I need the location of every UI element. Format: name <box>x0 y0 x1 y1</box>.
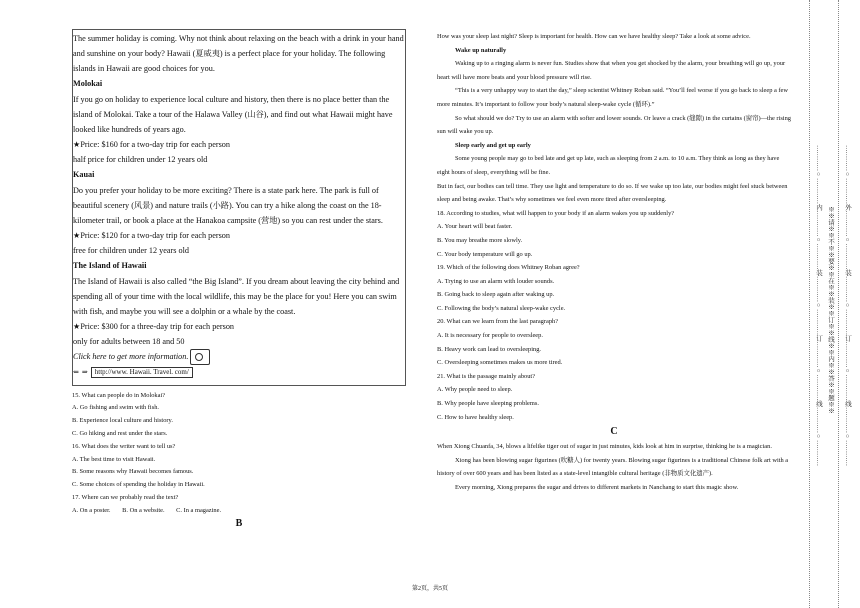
passage-b-intro: How was your sleep last night? Sleep is important for health. How can we have healthy sleep? Take a look at some advice. <box>437 33 751 40</box>
island-desc: The Island of Hawaii is also called “the Big Island”. If you dream about leaving the city behind and spending all of your time with the local wildlife, this may be the place for you! Here you can swim with fish, and maybe you will see a dolphin or a whale by the coast. <box>73 276 400 316</box>
option: B. Heavy work can lead to oversleeping. <box>437 345 541 353</box>
left-column <box>72 29 406 530</box>
subheading: Sleep early and get up early <box>455 141 531 149</box>
island-extra: free for children under 12 years old <box>73 246 189 256</box>
binding-line <box>809 0 810 608</box>
paragraph: But in fact, our bodies can tell time. They use light and temperature to do so. If we wake up too late, our bodies might feel stuck between sleep and being awake. That’s why sometimes we feel even more tired after oversleeping. <box>437 182 788 204</box>
back-arrow-icon[interactable]: ⇐ <box>73 368 79 377</box>
option: B. Why people have sleeping problems. <box>437 400 539 408</box>
magnifier-icon <box>190 349 210 365</box>
section-b-label: B <box>235 517 243 529</box>
section-c-label: C <box>610 426 618 438</box>
option-row <box>72 505 406 518</box>
option: C. How to have healthy sleep. <box>437 413 514 421</box>
option: B. You may breathe more slowly. <box>437 236 523 244</box>
binding-line <box>838 0 839 608</box>
passage-a-intro: The summer holiday is coming. Why not think about relaxing on the beach with a drink in your hand and sunshine on your body? Hawaii (夏威夷) is a perfect place for your holiday. The following islands in Hawaii are good choices for you. <box>73 34 404 74</box>
question-text: 21. What is the passage mainly about? <box>437 372 536 380</box>
option: A. It is necessary for people to oversleep. <box>437 332 543 340</box>
option: A. Go fishing and swim with fish. <box>72 404 159 412</box>
option: A. The best time to visit Hawaii. <box>72 455 156 463</box>
binding-notice: ※※请※※不※※要※※在※※装※※订※※线※※内※※答※※题※※ <box>827 206 834 414</box>
question-text: 19. Which of the following does Whitney Roban agree? <box>437 264 580 272</box>
paragraph: Waking up to a ringing alarm is never fun. Studies show that when you get shocked by the alarm, your breathing will go up, your heart will have more beats and your blood pressure will rise. <box>437 60 786 81</box>
question-text: 15. What can people do in Molokai? <box>72 391 166 399</box>
passage-a-box <box>72 29 406 386</box>
question-text: 18. According to studies, what will happen to your body if an alarm wakes you up suddenly? <box>437 209 675 217</box>
island-price: ★ Price: $300 for a three-day trip for each person <box>73 319 405 334</box>
paragraph: Xiong has been blowing sugar figurines (吹糖人) for twenty years. Blowing sugar figurines is a traditional Chinese folk art with a history of over 600 years and has been listed as a state-level intangible cultural heritage (非物质文化遗产). <box>437 456 789 478</box>
question-text: 17. Where can we probably read the text? <box>72 493 179 501</box>
option: C. Following the body’s natural sleep-wake cycle. <box>437 304 566 312</box>
questions-left <box>72 390 406 531</box>
island-name: Molokai <box>73 79 103 89</box>
option: A. Your heart will beat faster. <box>437 223 513 231</box>
option: C. Go hiking and rest under the stars. <box>72 429 168 437</box>
option: B. On a website. <box>122 506 165 514</box>
island-desc: If you go on holiday to experience local culture and history, then there is no place better than the island of Molokai. Take a tour of the Halawa Valley (山谷), and find out what Hawaii might have looked like hundreds of years ago. <box>73 94 393 134</box>
island-extra: half price for children under 12 years old <box>73 155 208 165</box>
paragraph: “This is a very unhappy way to start the day,” sleep scientist Whitney Roban said. “You’ll feel worse if you go back to sleep a few more minutes. It’s important to follow your body’s natural sleep-wake cycle (循环).” <box>437 87 788 108</box>
option: A. Why people need to sleep. <box>437 386 513 394</box>
paragraph: When Xiong Chuanfa, 34, blows a lifelike tiger out of sugar in just minutes, kids look at him in surprise, thinking he is a magician. <box>437 443 772 451</box>
island-extra: only for adults between 18 and 50 <box>73 337 185 347</box>
forward-arrow-icon[interactable]: ⇒ <box>81 368 88 377</box>
option: C. In a magazine. <box>176 506 222 514</box>
island-name: Kauai <box>73 170 95 180</box>
option: A. Trying to use an alarm with louder sounds. <box>437 277 555 285</box>
page-footer: 第2页，共5页 <box>411 586 448 592</box>
island-name: The Island of Hawaii <box>73 261 147 271</box>
option: B. Experience local culture and history. <box>72 417 173 425</box>
subheading: Wake up naturally <box>455 46 507 54</box>
option: C. Oversleeping sometimes makes us more tired. <box>437 359 563 367</box>
paragraph: Every morning, Xiong prepares the sugar and drives to different markets in Nanchang to start this magic show. <box>455 484 739 491</box>
browser-bar <box>73 365 405 380</box>
paragraph: Some young people may go to bed late and get up late, such as sleeping from 2 a.m. to 10 a.m. They think as long as they have eight hours of sleep, everything will be fine. <box>437 155 780 176</box>
option: C. Your body temperature will go up. <box>437 250 533 258</box>
question-text: 16. What does the writer want to tell us? <box>72 442 176 450</box>
url-box[interactable]: http://www. Hawaii. Travel. com/ <box>91 367 193 378</box>
option: A. On a poster. <box>72 506 111 514</box>
outer-binding-text: …………○…………外…………○…………装…………○…………订…………○…………线…………○………… <box>844 144 851 466</box>
more-info-link[interactable]: Click here to get more information. <box>73 349 405 365</box>
island-desc: Do you prefer your holiday to be more exciting? There is a state park here. The park is full of beautiful scenery (风景) and nature trails (小路). You can try a hike along the coast on the 18-kilometer trail, or book a place at the Hanakoa campsite (营地) so you can rest under the stars. <box>73 185 383 225</box>
island-price: ★ Price: $120 for a two-day trip for each person <box>73 228 405 243</box>
inner-binding-text: …………○…………内…………○…………装…………○…………订…………○…………线…………○………… <box>815 144 822 466</box>
right-column <box>437 30 791 495</box>
paragraph: So what should we do? Try to use an alarm with softer and lower sounds. Or leave a crack (缝隙) in the curtains (窗帘)—the rising sun will wake you up. <box>437 114 791 136</box>
option: B. Going back to sleep again after waking up. <box>437 291 555 299</box>
question-text: 20. What can we learn from the last paragraph? <box>437 318 559 326</box>
island-price: ★ Price: $160 for a two-day trip for each person <box>73 137 405 152</box>
option: B. Some reasons why Hawaii becomes famous. <box>72 468 194 476</box>
option: C. Some choices of spending the holiday in Hawaii. <box>72 481 205 489</box>
